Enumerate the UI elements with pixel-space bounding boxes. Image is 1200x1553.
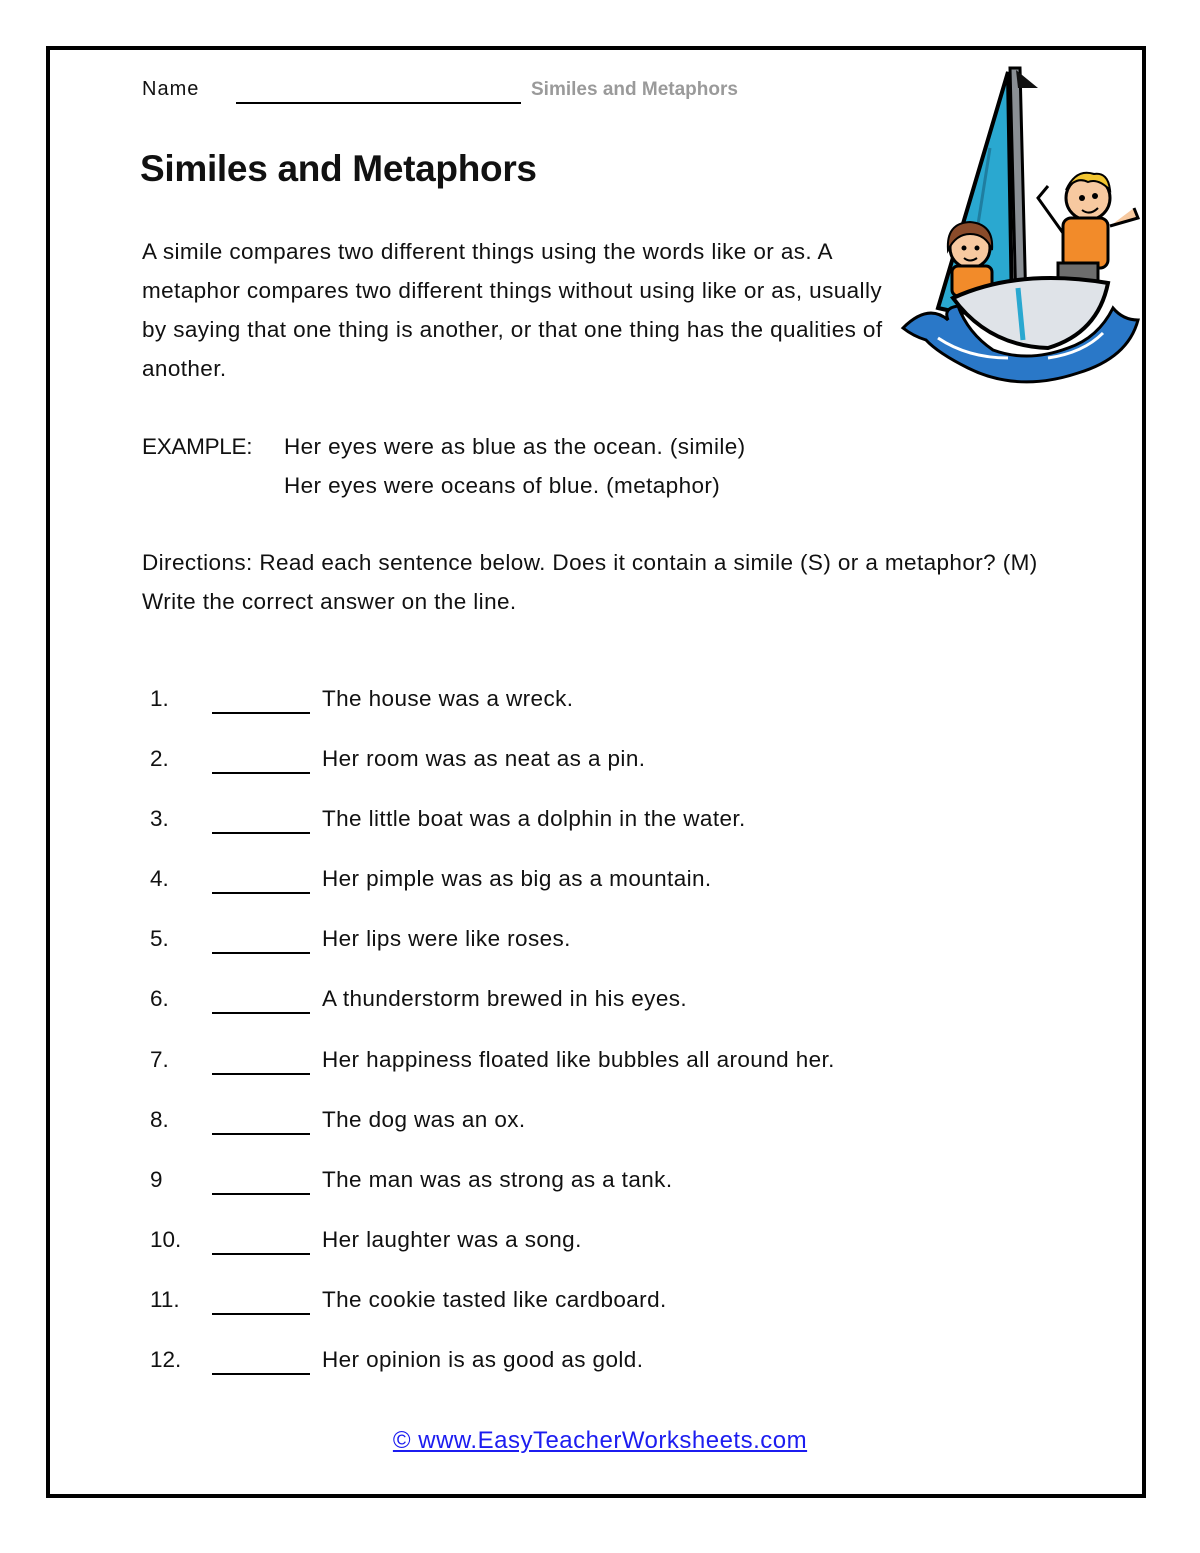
answer-blank[interactable] [212,712,310,714]
question-sentence: The little boat was a dolphin in the water. [322,806,746,832]
header-subtitle: Similes and Metaphors [531,79,738,100]
directions-paragraph: Directions: Read each sentence below. Does it contain a simile (S) or a metaphor? (M) Write the correct answer on the line. [142,550,1038,614]
question-number: 11. [150,1286,180,1312]
question-item [150,1223,1050,1283]
page-title: Similes and Metaphors [140,148,537,189]
answer-blank[interactable] [212,1373,310,1375]
question-number: 5. [150,926,169,952]
answer-blank[interactable] [212,1193,310,1195]
question-list [150,682,1050,1403]
answer-blank[interactable] [212,1253,310,1255]
answer-blank[interactable] [212,1012,310,1014]
question-sentence: Her lips were like roses. [322,926,571,952]
question-sentence: The cookie tasted like cardboard. [322,1286,667,1312]
answer-blank[interactable] [212,892,310,894]
sailboat-children-illustration [898,58,1148,388]
life-vest-icon [1063,218,1108,268]
name-blank-line[interactable] [236,102,521,104]
question-sentence: Her pimple was as big as a mountain. [322,866,712,892]
example-simile: Her eyes were as blue as the ocean. (simile) [284,434,746,459]
intro-paragraph: A simile compares two different things using the words like or as. A metaphor compares two different things without using like or as, usually by saying that one thing is another, or that one thing has the qualities of another. [142,239,883,381]
question-sentence: A thunderstorm brewed in his eyes. [322,986,688,1012]
question-item [150,1163,1050,1223]
question-item [150,922,1050,982]
question-sentence: Her room was as neat as a pin. [322,746,646,772]
question-number: 9 [150,1166,163,1192]
answer-blank[interactable] [212,1073,310,1075]
answer-blank[interactable] [212,832,310,834]
question-sentence: Her laughter was a song. [322,1226,582,1252]
question-item [150,1103,1050,1163]
example-label: EXAMPLE: [142,434,253,459]
question-number: 10. [150,1226,182,1252]
question-sentence: Her opinion is as good as gold. [322,1347,644,1373]
question-number: 8. [150,1106,169,1132]
question-number: 12. [150,1347,182,1373]
question-item [150,682,1050,742]
answer-blank[interactable] [212,1313,310,1315]
question-number: 7. [150,1046,169,1072]
copyright-link[interactable]: © www.EasyTeacherWorksheets.com [392,1427,808,1454]
question-sentence: Her happiness floated like bubbles all around her. [322,1046,835,1072]
question-sentence: The house was a wreck. [322,686,574,711]
name-label: Name [142,78,200,100]
question-item [150,1043,1050,1103]
question-item [150,862,1050,922]
question-item [150,982,1050,1042]
question-sentence: The man was as strong as a tank. [322,1166,673,1192]
question-number: 1. [150,686,169,711]
question-item [150,742,1050,802]
question-number: 2. [150,746,169,772]
answer-blank[interactable] [212,952,310,954]
question-number: 6. [150,986,169,1012]
question-number: 4. [150,866,169,892]
question-item [150,1343,1050,1403]
question-item [150,802,1050,862]
footer [0,1427,1200,1455]
question-sentence: The dog was an ox. [322,1106,526,1132]
question-number: 3. [150,806,169,832]
answer-blank[interactable] [212,772,310,774]
question-item [150,1283,1050,1343]
example-metaphor: Her eyes were oceans of blue. (metaphor) [284,473,721,498]
answer-blank[interactable] [212,1133,310,1135]
